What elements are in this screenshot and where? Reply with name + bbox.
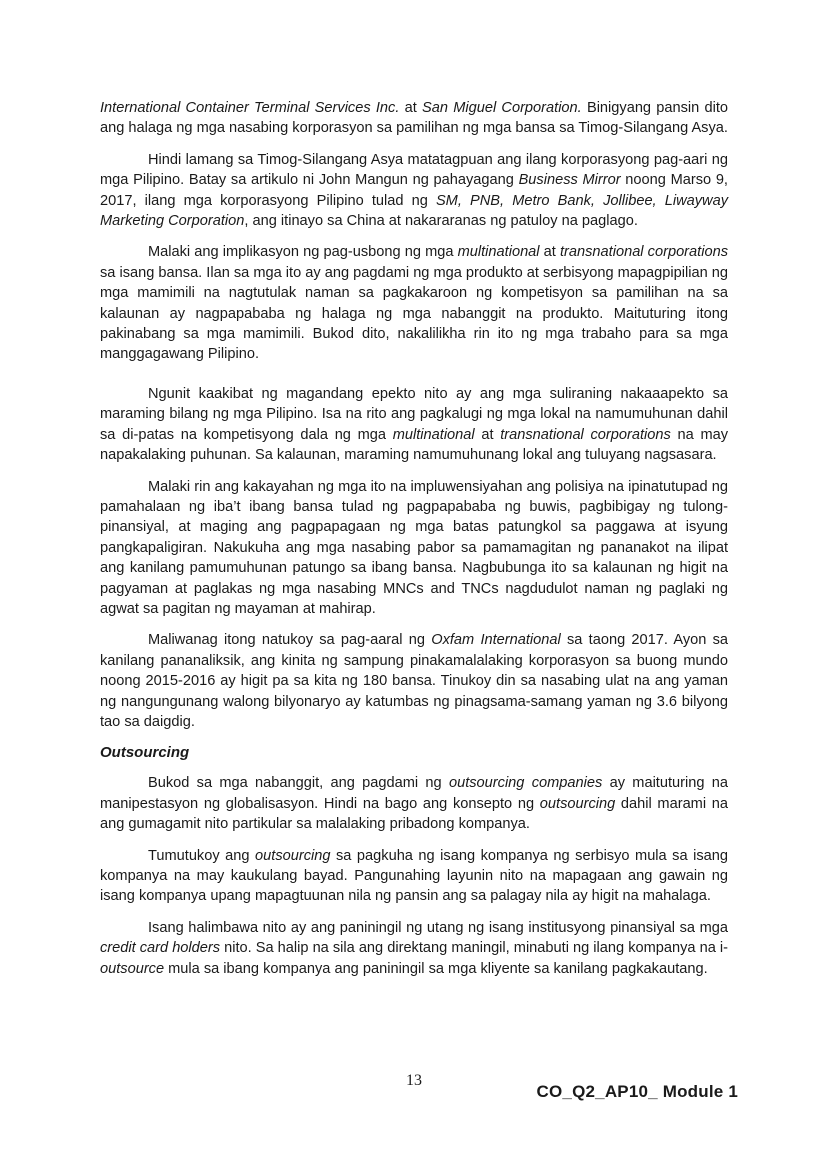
document-body [100,98,728,990]
italic-text: Business Mirror [518,172,621,189]
text-run: na may napakalaking puhunan. Sa kalaunan, maraming namumuhunang lokal ang tuluyang nagsasara. [100,426,729,464]
italic-text: credit card holders [100,940,221,957]
paragraph [100,242,728,364]
text-run: , ang itinayo sa China at nakararanas ng patuloy na paglago. [244,213,638,230]
text-run: nito. Sa halip na sila ang direktang maningil, minabuti ng ilang kompanya na i- [220,940,728,957]
paragraph [100,846,728,907]
text-run: Tumutukoy ang [148,847,256,864]
text-run: Ngunit kaakibat ng magandang epekto nito ay ang mga suliraning nakaaapekto sa maraming bilang ng mga Pilipino. Isa na rito ang pagkalugi ng mga lokal na namumuhunan dahil sa di-patas na kompetisyong dala ng mga [100,385,728,443]
text-run: dahil marami na ang gumagamit nito partikular sa malalaking pribadong kompanya. [100,795,728,833]
text-run: noong Marso 9, 2017, ilang mga korporasyong Pilipino tulad ng [100,172,728,209]
italic-text: International Container Terminal Services Inc. [100,100,400,116]
text-run: at [474,426,501,443]
page-number: 13 [406,1072,422,1089]
italic-text: outsourcing [539,795,616,812]
paragraph [100,98,728,139]
section-heading: Outsourcing [100,744,190,762]
italic-text: multinational [457,244,540,261]
italic-text: outsourcing [255,847,331,864]
italic-text: outsource [100,960,165,977]
text-run: sa taong 2017. Ayon sa kanilang pananaliksik, ang kinita ng sampung pinakamalalaking korporasyon sa buong mundo noong 2015-2016 ay higit pa sa kita ng 180 bansa. Tinukoy din sa nasabing ulat na ang yaman ng nangungunang walong bilyonaryo ay katumbas ng pinagsama-samang yaman ng 3.6 bilyong tao sa daigdig. [100,632,729,730]
italic-text: transnational corporations [500,426,671,443]
text-run: Bukod sa mga nabanggit, ang pagdami ng [148,775,449,792]
text-run: Maliwanag itong natukoy sa pag-aaral ng [148,632,432,649]
module-code-footer: CO_Q2_AP10_ Module 1 [536,1082,738,1101]
text-run: at [539,244,560,261]
paragraph [100,918,728,979]
text-run: sa isang bansa. Ilan sa mga ito ay ang pagdami ng mga produkto at serbisyong mapagpipilian ng mga mamimili na nagtutulak naman sa pagkakaroon ng kompetisyon sa pamilihan na sa kalaunan ay nagpapababa ng halaga ng mga nabanggit na produkto. Maituturing itong pakinabang sa mga mamimili. Bukod dito, nakalilikha rin ito ng mga trabaho para sa mga manggagawang Pilipino. [100,264,728,363]
italic-text: outsourcing companies [448,775,603,792]
text-run: at [399,100,423,116]
paragraph [100,150,728,232]
italic-text: SM, PNB, Metro Bank, Jollibee, Liwayway Marketing Corporation [100,192,728,230]
italic-text: Oxfam International [431,632,561,649]
text-run: Malaki ang implikasyon ng pag-usbong ng mga [148,244,458,261]
text-run: Malaki rin ang kakayahan ng mga ito na impluwensiyahan ang polisiya na ipinatutupad ng pamahalaan ng iba’t ibang bansa tulad ng pagpapababa ng buwis, pagbibigay ng tulong-pinansiyal, at maging ang pagpapagaan ng mga batas patungkol sa paggawa at isyung pangkapaligiran. Nakukuha ang mga nasabing pabor sa pamamagitan ng pananakot na ilipat ang kanilang pamumuhunan patungo sa ibang bansa. Nagbubunga ito sa kalaunan ng higit na pagyaman at paglakas ng mga nasabing MNCs and TNCs nagdudulot naman ng paglaki ng agwat sa pagitan ng mayaman at mahirap. [100,478,728,617]
text-run: Binigyang pansin dito ang halaga ng mga nasabing korporasyon sa pamilihan ng mga bansa sa Timog-Silangang Asya. [100,100,729,137]
text-run: mula sa ibang kompanya ang paniningil sa mga kliyente sa kanilang pagkakautang. [164,960,708,977]
text-run: Hindi lamang sa Timog-Silangang Asya matatagpuan ang ilang korporasyong pag-aari ng mga Pilipino. Batay sa artikulo ni John Mangun ng pahayagang [100,151,728,189]
paragraph [100,384,728,466]
text-run: Isang halimbawa nito ay ang paniningil ng utang ng isang institusyong pinansiyal sa mga [148,919,728,936]
text-run: sa pagkuha ng isang kompanya ng serbisyo mula sa isang kompanya na may kaukulang bayad. Pangunahing layunin nito na mapagaan ang gawain ng isang kompanya upang mapagtuunan nila ng pansin ang sa palagay nila ay higit na mahalaga. [100,847,728,905]
italic-text: San Miguel Corporation. [422,100,582,116]
paragraph [100,477,728,620]
text-run: ay maituturing na manipestasyon ng globalisasyon. Hindi na bago ang konsepto ng [100,775,729,812]
italic-text: transnational corporations [559,244,728,261]
paragraph [100,630,728,732]
paragraph [100,773,728,834]
italic-text: multinational [392,426,475,443]
